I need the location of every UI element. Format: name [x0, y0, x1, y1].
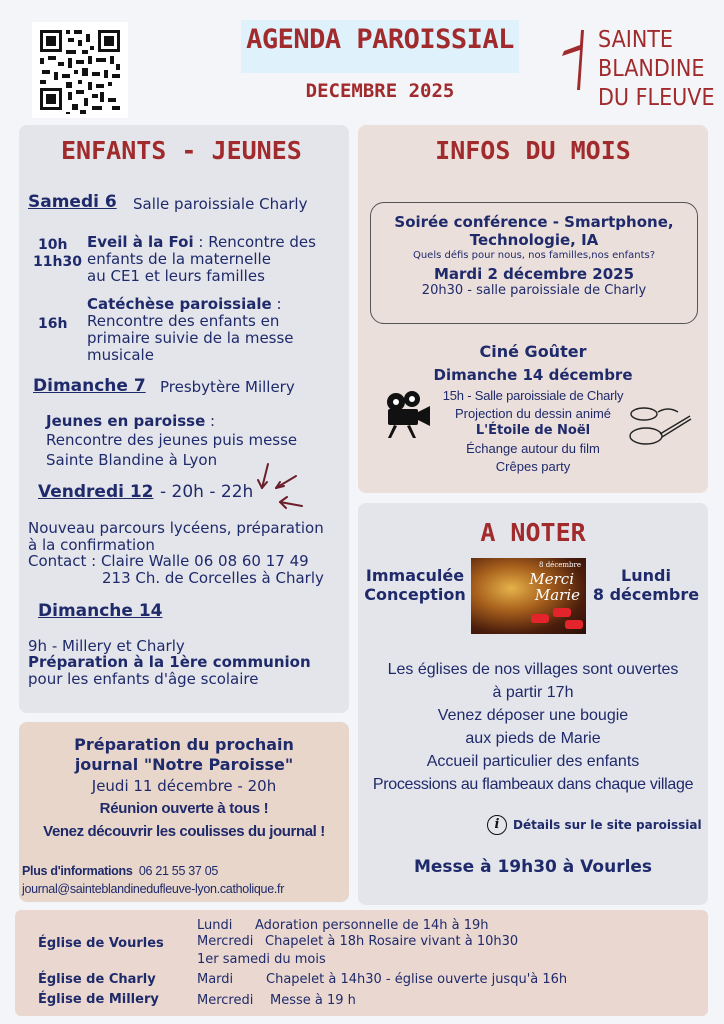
- conf-line-1: Soirée conférence - Smartphone,: [394, 213, 674, 231]
- schedule-r2-day: Mercredi: [197, 934, 254, 949]
- samedi-place: Salle paroissiale Charly: [133, 195, 308, 213]
- noter-line-1: Les églises de nos villages sont ouvertes: [387, 661, 679, 678]
- schedule-r1-text: Adoration personnelle de 14h à 19h: [255, 918, 489, 933]
- eveil-time-1: 10h: [38, 237, 68, 253]
- merci-img-date: 8 décembre: [539, 561, 581, 569]
- jeunes-line-1: Rencontre des jeunes puis messe: [46, 431, 298, 449]
- dimanche14-line-2: Préparation à la 1ère communion: [28, 653, 311, 671]
- eveil-line-2: enfants de la maternelle: [87, 250, 271, 268]
- eglise-vourles: Église de Vourles: [38, 936, 164, 951]
- crepe-pan-icon: [628, 402, 694, 448]
- immaculee-line-2: Conception: [364, 585, 466, 604]
- noter-line-2: à partir 17h: [492, 684, 574, 701]
- jeunes-line-2: Sainte Blandine à Lyon: [46, 451, 218, 469]
- journal-line-4: Réunion ouverte à tous !: [99, 800, 269, 817]
- noter-line-6: Processions au flambeaux dans chaque village: [372, 776, 694, 793]
- qr-code[interactable]: [32, 22, 128, 118]
- info-icon: i: [487, 815, 507, 835]
- jeunes-title: Jeunes en paroisse :: [46, 412, 216, 430]
- schedule-r5-day: Mercredi: [197, 993, 254, 1008]
- vendredi-line-1: Nouveau parcours lycéens, préparation: [28, 519, 324, 537]
- journal-line-1: Préparation du prochain: [74, 735, 294, 754]
- cine-date: Dimanche 14 décembre: [433, 366, 633, 384]
- cine-line-2: Projection du dessin animé: [454, 406, 612, 421]
- journal-email-link[interactable]: journal@sainteblandinedufleuve-lyon.catholique.fr: [22, 882, 285, 896]
- merci-img-line-2: Marie: [534, 586, 580, 604]
- dimanche14-line-3: pour les enfants d'âge scolaire: [28, 670, 259, 688]
- dimanche14-day: Dimanche 14: [38, 601, 163, 621]
- enfants-heading: ENFANTS - JEUNES: [61, 136, 302, 165]
- vendredi-address: 213 Ch. de Corcelles à Charly: [102, 569, 324, 587]
- cine-line-4: Crêpes party: [495, 459, 571, 474]
- conf-date: Mardi 2 décembre 2025: [433, 265, 635, 283]
- parish-logo-text: SAINTE BLANDINE DU FLEUVE: [598, 27, 715, 111]
- schedule-r4-text: Chapelet à 14h30 - église ouverte jusqu'à 16h: [266, 972, 568, 987]
- page-subtitle: DECEMBRE 2025: [305, 80, 455, 102]
- conf-place: 20h30 - salle paroissiale de Charly: [421, 283, 647, 298]
- date-line-2: 8 décembre: [592, 585, 700, 604]
- vendredi-line-2: à la confirmation: [28, 536, 155, 554]
- cate-time: 16h: [38, 316, 68, 332]
- schedule-r1-day: Lundi: [197, 918, 233, 933]
- noter-line-4: aux pieds de Marie: [465, 730, 601, 747]
- immaculee-line-1: Immaculée: [365, 566, 465, 585]
- cine-title: Ciné Goûter: [479, 342, 587, 361]
- journal-info: Plus d'informations 06 21 55 37 05: [22, 864, 219, 878]
- noter-line-5: Accueil particulier des enfants: [426, 753, 640, 770]
- arrows-icon: [254, 460, 306, 512]
- cine-line-3: Échange autour du film: [466, 441, 600, 456]
- cate-line-1: Rencontre des enfants en: [87, 312, 280, 330]
- dimanche7-day: Dimanche 7: [33, 376, 146, 396]
- journal-line-3: Jeudi 11 décembre - 20h: [91, 777, 277, 795]
- date-line-1: Lundi: [621, 566, 671, 585]
- messe-vourles: Messe à 19h30 à Vourles: [413, 857, 653, 877]
- cate-line-3: musicale: [87, 346, 154, 364]
- details-link[interactable]: Détails sur le site paroissial: [513, 818, 702, 832]
- journal-line-5: Venez découvrir les coulisses du journal !: [43, 823, 325, 840]
- infos-heading: INFOS DU MOIS: [435, 136, 631, 165]
- eveil-time-2: 11h30: [33, 254, 82, 270]
- film-camera-icon: [382, 388, 434, 440]
- conf-line-2: Technologie, IA: [469, 231, 599, 249]
- samedi-day: Samedi 6: [28, 192, 117, 212]
- merci-img-line-1: Merci: [529, 570, 574, 588]
- schedule-r3-day: 1er samedi du mois: [197, 952, 326, 967]
- merci-marie-image: [471, 558, 586, 634]
- page-title: AGENDA PAROISSIAL: [246, 24, 514, 55]
- eveil-line-1: Eveil à la Foi : Rencontre des: [87, 233, 316, 251]
- vendredi-day: Vendredi 12: [38, 482, 154, 502]
- cross-logo-icon: [558, 28, 598, 92]
- noter-line-3: Venez déposer une bougie: [437, 707, 629, 724]
- cine-film: L'Étoile de Noël: [475, 423, 591, 438]
- conf-line-3: Quels défis pour nous, nos familles,nos enfants?: [412, 250, 656, 261]
- schedule-r4-day: Mardi: [197, 972, 234, 987]
- eveil-line-3: au CE1 et leurs familles: [87, 267, 265, 285]
- dimanche14-line-1: 9h - Millery et Charly: [28, 637, 185, 655]
- vendredi-contact: Contact : Claire Walle 06 08 60 17 49: [28, 552, 309, 570]
- dimanche7-place: Presbytère Millery: [160, 378, 295, 396]
- journal-line-2: journal "Notre Paroisse": [74, 755, 294, 774]
- cate-title: Catéchèse paroissiale :: [87, 295, 282, 313]
- cate-line-2: primaire suivie de la messe: [87, 329, 294, 347]
- schedule-r5-text: Messe à 19 h: [270, 993, 356, 1008]
- eglise-millery: Église de Millery: [38, 992, 159, 1007]
- eglise-charly: Église de Charly: [38, 972, 156, 987]
- vendredi-time: - 20h - 22h: [160, 482, 254, 502]
- cine-line-1: 15h - Salle paroissiale de Charly: [442, 388, 624, 403]
- schedule-r2-text: Chapelet à 18h Rosaire vivant à 10h30: [265, 934, 519, 949]
- noter-heading: A NOTER: [480, 518, 586, 547]
